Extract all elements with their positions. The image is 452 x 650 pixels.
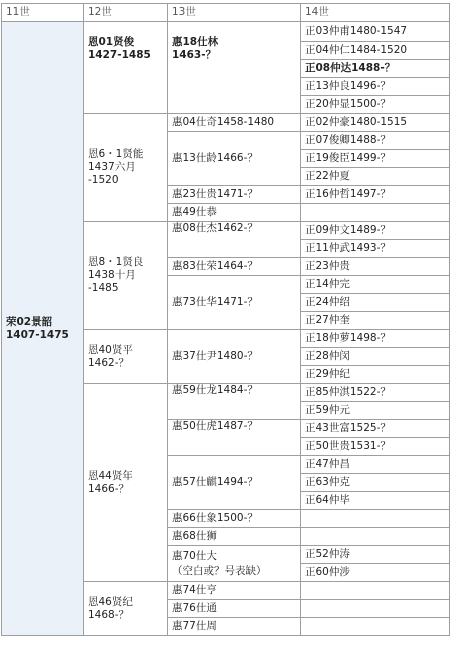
gen14-cell: 正02仲豪1480-1515: [301, 114, 450, 132]
gen14-cell: 正28仲闵: [301, 348, 450, 366]
gen13-cell: 惠68仕狮: [168, 528, 301, 546]
gen14-cell: 正09仲文1489-？: [301, 222, 450, 240]
gen14-cell: 正07俊卿1488-？: [301, 132, 450, 150]
gen12-line3: -1485: [88, 282, 119, 294]
gen12-name: 恩8・1贤良: [88, 256, 144, 268]
gen13-name: 惠70仕大: [172, 549, 217, 562]
gen14-cell: 正59仲元: [301, 402, 450, 420]
gen13-years: 1463-？: [172, 49, 217, 61]
gen14-cell: 正16仲哲1497-？: [301, 186, 450, 204]
gen14-cell: 正20仲显1500-？: [301, 96, 450, 114]
gen13-cell: 惠57仕麒1494-？: [168, 456, 301, 510]
gen13-cell: 惠13仕龄1466-？: [168, 132, 301, 186]
gen12-years: 1462-？: [88, 356, 130, 369]
genealogy-table: [1, 3, 450, 636]
gen12-name: 恩6・1贤能: [88, 148, 144, 160]
gen12-cell: [84, 582, 168, 636]
gen12-line3: -1520: [88, 174, 119, 186]
gen14-cell: [301, 528, 450, 546]
gen13-cell: [168, 546, 301, 582]
gen14-cell: [301, 600, 450, 618]
gen14-cell: [301, 618, 450, 636]
gen12-line2: 1437六月: [88, 161, 136, 173]
gen14-cell: 正47仲昌: [301, 456, 450, 474]
gen14-cell: 正23仲贵: [301, 258, 450, 276]
gen12-cell: [84, 222, 168, 330]
gen13-cell: 惠50仕虎1487-？: [168, 420, 301, 456]
header-row: [2, 4, 450, 22]
gen14-cell: [301, 510, 450, 528]
gen12-cell: [84, 330, 168, 384]
gen13-note: （空白或？号表缺）: [172, 564, 267, 577]
gen14-cell: 正63仲克: [301, 474, 450, 492]
header-gen14: 14世: [301, 4, 450, 22]
gen14-cell: 正03仲甫1480-1547: [301, 22, 450, 42]
gen14-cell: 正11仲武1493-？: [301, 240, 450, 258]
gen14-cell: 正64仲毕: [301, 492, 450, 510]
gen14-cell: 正24仲绍: [301, 294, 450, 312]
header-gen11: 11世: [2, 4, 84, 22]
gen13-cell: 惠73仕华1471-？: [168, 276, 301, 330]
gen14-cell: 正29仲纪: [301, 366, 450, 384]
gen12-cell: [84, 114, 168, 222]
gen13-cell: 惠74仕亨: [168, 582, 301, 600]
gen14-cell: 正08仲达1488-？: [301, 60, 450, 78]
gen14-cell: 正19俊臣1499-？: [301, 150, 450, 168]
gen12-years: 1466-？: [88, 482, 130, 495]
gen14-cell: 正27仲奎: [301, 312, 450, 330]
gen11-years: 1407-1475: [6, 328, 69, 341]
gen12-name: 恩46贤纪: [88, 595, 133, 608]
gen13-cell: 惠23仕贵1471-？: [168, 186, 301, 204]
gen14-cell: 正60仲涉: [301, 564, 450, 582]
gen12-cell: [84, 384, 168, 582]
gen14-cell: 正52仲涛: [301, 546, 450, 564]
gen12-name: 恩01贤俊: [88, 36, 135, 48]
gen13-cell: 惠66仕象1500-？: [168, 510, 301, 528]
gen14-cell: 正22仲夏: [301, 168, 450, 186]
gen13-cell: 惠59仕龙1484-？: [168, 384, 301, 420]
gen12-name: 恩44贤年: [88, 469, 133, 482]
header-gen13: 13世: [168, 4, 301, 22]
gen13-cell: [168, 22, 301, 114]
gen14-cell: [301, 204, 450, 222]
gen13-cell: 惠04仕奇1458-1480: [168, 114, 301, 132]
gen11-name: 荣02景韶: [6, 315, 53, 328]
gen14-cell: 正85仲淇1522-？: [301, 384, 450, 402]
gen14-cell: 正50世贵1531-？: [301, 438, 450, 456]
header-gen12: 12世: [84, 4, 168, 22]
gen11-cell: [2, 22, 84, 636]
gen12-name: 恩40贤平: [88, 343, 133, 356]
gen13-cell: 惠83仕荣1464-？: [168, 258, 301, 276]
gen13-cell: 惠77仕周: [168, 618, 301, 636]
gen13-cell: 惠08仕杰1462-？: [168, 222, 301, 258]
gen12-years: 1427-1485: [88, 49, 151, 61]
gen13-cell: 惠49仕恭: [168, 204, 301, 222]
gen14-cell: [301, 582, 450, 600]
gen12-cell: [84, 22, 168, 114]
gen13-cell: 惠37仕尹1480-？: [168, 330, 301, 384]
gen14-cell: 正04仲仁1484-1520: [301, 42, 450, 60]
gen14-cell: 正13仲良1496-？: [301, 78, 450, 96]
gen14-cell: 正14仲完: [301, 276, 450, 294]
gen14-cell: 正18仲萝1498-？: [301, 330, 450, 348]
gen12-years: 1468-？: [88, 608, 130, 621]
gen13-cell: 惠76仕通: [168, 600, 301, 618]
gen14-cell: 正43世富1525-？: [301, 420, 450, 438]
gen13-name: 惠18仕林: [172, 36, 219, 48]
gen12-line2: 1438十月: [88, 269, 136, 281]
